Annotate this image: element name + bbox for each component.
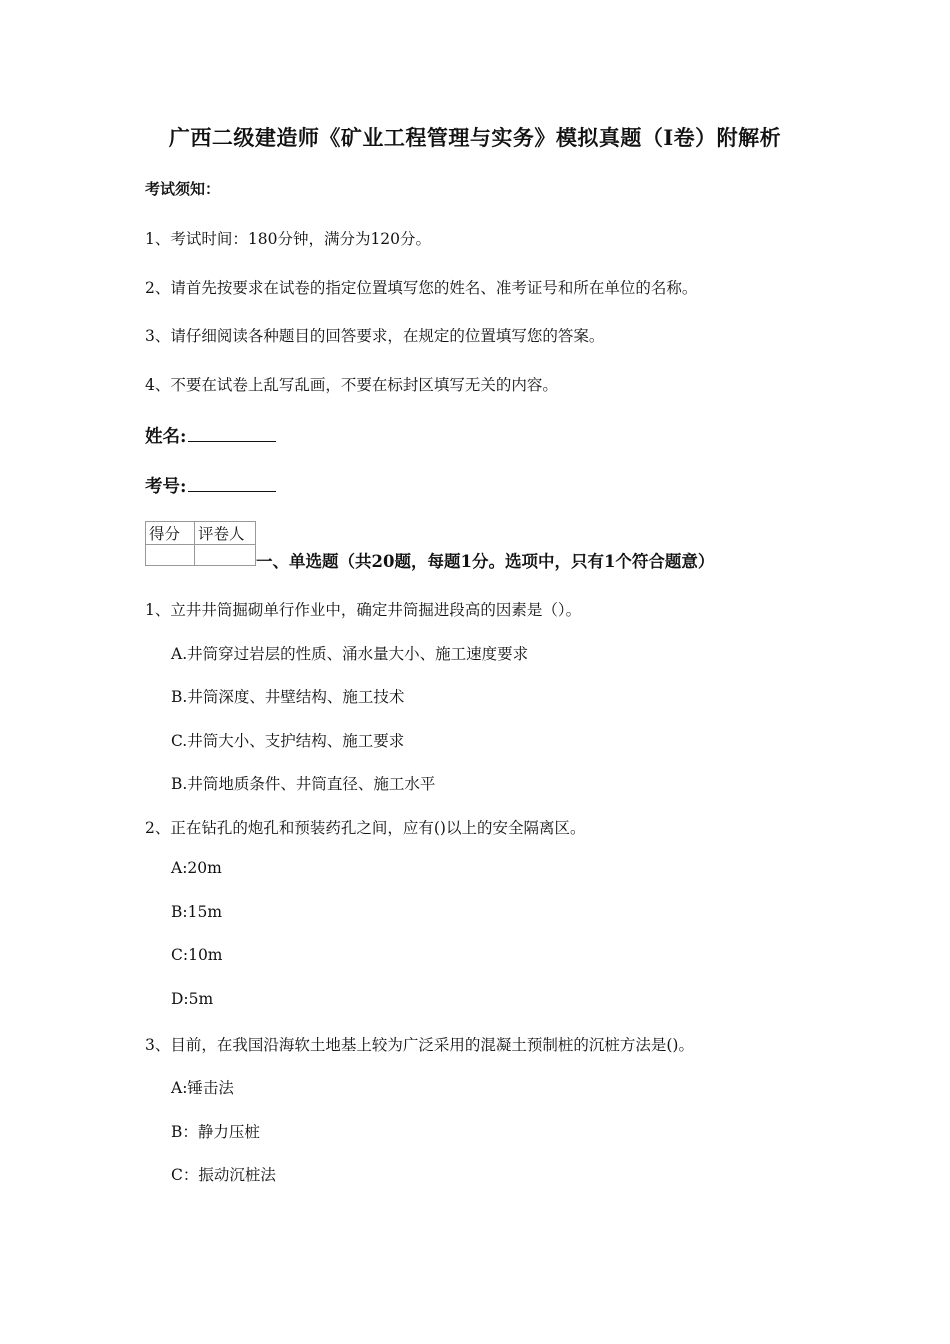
score-cell[interactable]: [146, 545, 195, 566]
id-blank[interactable]: [188, 473, 276, 492]
name-label: 姓名:: [145, 427, 187, 447]
score-table: [145, 521, 256, 566]
question-stem: 2、正在钻孔的炮孔和预装药孔之间，应有()以上的安全隔离区。: [145, 819, 586, 837]
name-blank[interactable]: [188, 423, 276, 442]
grader-header: 评卷人: [195, 522, 256, 545]
question-option: C.井筒大小、支护结构、施工要求: [171, 732, 405, 750]
score-header: 得分: [146, 522, 195, 545]
notice-heading: 考试须知：: [145, 180, 221, 198]
question-stem: 1、立井井筒掘砌单行作业中，确定井筒掘进段高的因素是（）。: [145, 601, 582, 619]
question-option: B:15m: [171, 903, 223, 921]
question-option: D:5m: [171, 990, 214, 1008]
question-option: C:10m: [171, 946, 223, 964]
grader-cell[interactable]: [195, 545, 256, 566]
notice-item: 3、请仔细阅读各种题目的回答要求，在规定的位置填写您的答案。: [145, 327, 605, 345]
document-title: 广西二级建造师《矿业工程管理与实务》模拟真题（I卷）附解析: [168, 125, 782, 150]
notice-item: 4、不要在试卷上乱写乱画，不要在标封区填写无关的内容。: [145, 376, 558, 394]
question-option: A:20m: [171, 859, 222, 877]
question-option: A:锤击法: [171, 1079, 234, 1097]
question-option: B.井筒地质条件、井筒直径、施工水平: [171, 775, 436, 793]
notice-item: 1、考试时间：180分钟，满分为120分。: [145, 230, 432, 248]
question-option: A.井筒穿过岩层的性质、涌水量大小、施工速度要求: [171, 645, 529, 663]
id-label: 考号:: [145, 477, 187, 497]
question-option: B：静力压桩: [171, 1123, 260, 1141]
question-stem: 3、目前，在我国沿海软土地基上较为广泛采用的混凝土预制桩的沉桩方法是()。: [145, 1036, 694, 1054]
id-field: [145, 473, 276, 498]
name-field: [145, 423, 276, 448]
question-option: C：振动沉桩法: [171, 1166, 276, 1184]
question-option: B.井筒深度、井壁结构、施工技术: [171, 688, 405, 706]
section-title: 一、单选题（共20题，每题1分。选项中，只有1个符合题意）: [256, 552, 715, 571]
notice-item: 2、请首先按要求在试卷的指定位置填写您的姓名、准考证号和所在单位的名称。: [145, 279, 698, 297]
